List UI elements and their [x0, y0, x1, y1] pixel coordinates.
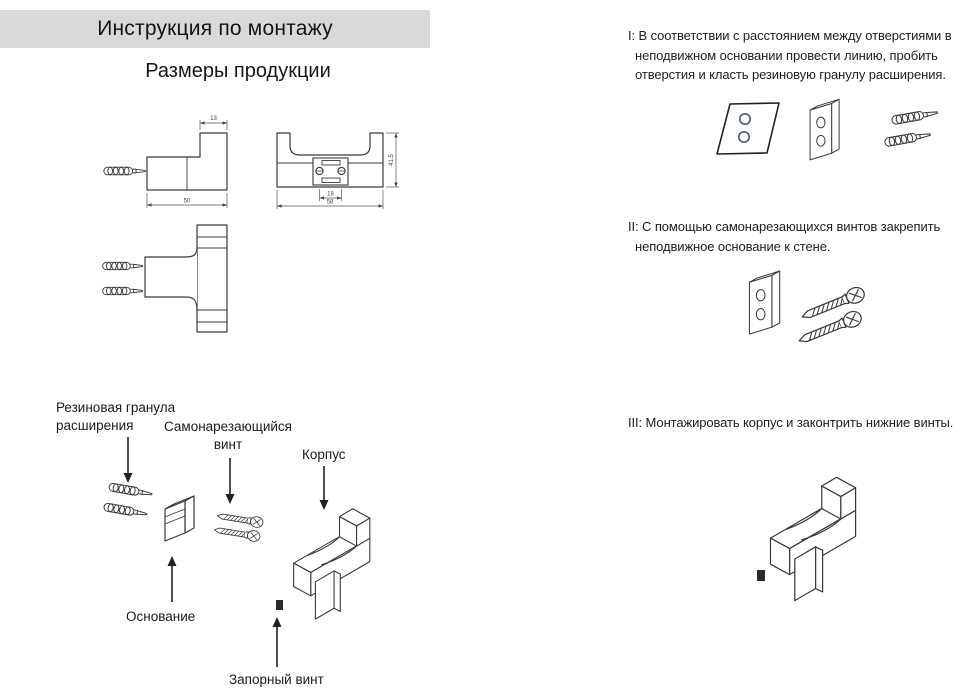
wall-anchor-glyph	[108, 483, 152, 498]
wall-anchor-glyph	[884, 130, 931, 146]
dim-label: 18	[327, 191, 334, 198]
wall-anchor-glyph	[103, 287, 143, 294]
drawing-front-view	[266, 102, 431, 217]
step-3-illustration	[728, 443, 958, 638]
wall-mark-glyph	[717, 103, 779, 154]
label-base: Основание	[126, 609, 196, 624]
wall-anchor-glyph	[104, 167, 145, 175]
page-title: Инструкция по монтажу	[97, 17, 333, 40]
label-lock-screw: Запорный винт	[229, 672, 324, 687]
label-rubber-anchor: Резиновая гранула расширения	[56, 400, 176, 433]
drawing-side-view	[83, 102, 243, 217]
exploded-diagram	[86, 453, 401, 688]
base-glyph	[749, 271, 779, 334]
step-1-illustration	[700, 93, 950, 168]
dim-label: 50	[183, 198, 191, 205]
hook-body-glyph	[770, 477, 855, 600]
dim-label: 58	[326, 199, 334, 206]
step-2-illustration	[735, 258, 925, 363]
screw-glyph	[217, 511, 264, 529]
lock-screw-glyph	[757, 570, 765, 581]
dim-label: 13	[210, 116, 217, 122]
lock-screw-glyph	[276, 600, 283, 610]
wall-anchor-glyph	[891, 108, 938, 124]
screw-glyph	[214, 525, 261, 543]
header-bar	[0, 10, 430, 48]
step-1-text: I: В соответствии с расстоянием между отверстиями в неподвижном основании провести линию, пробить отверстия и класть резиновую гранулу расширения.	[628, 28, 952, 82]
section-title-dimensions: Размеры продукции	[145, 60, 331, 82]
step-3-text: III: Монтажировать корпус и законтрить нижние винты.	[628, 415, 954, 430]
base-glyph	[810, 99, 839, 160]
mount-plate-glyph	[313, 158, 348, 185]
step-2-text: II: С помощью самонарезающихся винтов закрепить неподвижное основание к стене.	[628, 219, 941, 254]
drawing-profile-view	[71, 223, 251, 348]
wall-anchor-glyph	[103, 503, 147, 518]
dim-label: 41.5	[389, 154, 395, 166]
label-self-tapping-screw: Самонарезающийся винт	[164, 419, 292, 452]
label-body: Корпус	[302, 447, 346, 462]
base-glyph	[165, 496, 194, 541]
wall-anchor-glyph	[103, 262, 143, 269]
hook-body-glyph	[294, 509, 370, 619]
